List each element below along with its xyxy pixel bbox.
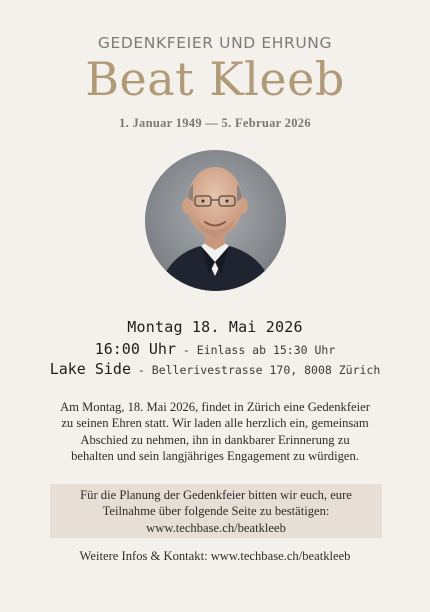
event-date: Montag 18. Mai 2026 [127,318,303,336]
invitation-line: Abschied zu nehmen, ihn in dankbarer Erinnerung zu [80,432,350,447]
portrait-photo [145,150,286,291]
eyebrow-title: GEDENKFEIER UND EHRUNG [97,34,333,52]
venue-separator: - [131,363,152,377]
rsvp-box [50,484,382,538]
event-venue: Lake Side [49,360,131,378]
event-venue-line [0,359,430,378]
honoree-name: Beat Kleeb [85,52,345,106]
invitation-paragraph [40,399,390,464]
invitation-line: behalten und sein langjähriges Engagement zu würdigen. [71,448,359,463]
invitation-line: zu seinen Ehren statt. Wir laden alle herzlich ein, gemeinsam [61,416,369,431]
rsvp-line: Teilnahme über folgende Seite zu bestätigen: [102,504,330,519]
entry-time: Einlass ab 15:30 Uhr [196,343,336,357]
life-dates: 1. Januar 1949 — 5. Februar 2026 [119,116,311,130]
portrait-illustration [145,150,286,291]
contact-info: Weitere Infos & Kontakt: www.techbase.ch/beatkleeb [79,549,351,563]
rsvp-line: Für die Planung der Gedenkfeier bitten wir euch, eure [80,488,352,502]
event-time-line [0,339,430,358]
event-time: 16:00 Uhr [94,340,176,358]
invitation-line: Am Montag, 18. Mai 2026, findet in Zürich eine Gedenkfeier [60,400,370,414]
rsvp-link[interactable]: www.techbase.ch/beatkleeb [146,520,286,535]
time-separator: - [176,343,197,357]
venue-address: Bellerivestrasse 170, 8008 Zürich [151,363,381,377]
